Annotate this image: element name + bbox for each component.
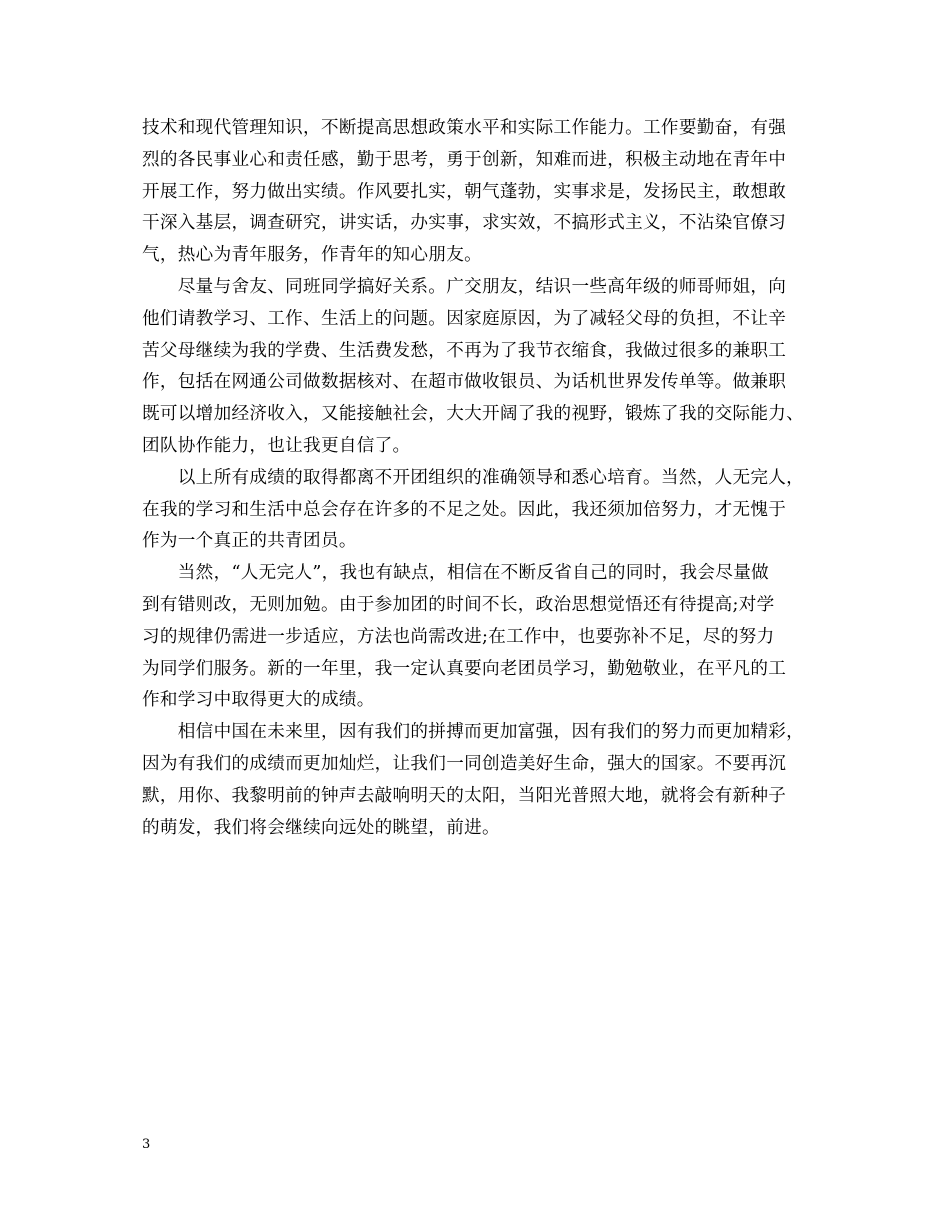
body-text	[142, 113, 810, 844]
text-line: 他们请教学习、工作、生活上的问题。因家庭原因，为了减轻父母的负担，不让辛	[142, 308, 787, 329]
text-line: 相信中国在未来里，因有我们的拼搏而更加富强，因有我们的努力而更加精彩，	[142, 722, 805, 743]
text-line: 因为有我们的成绩而更加灿烂，让我们一同创造美好生命，强大的国家。不要再沉	[142, 753, 787, 774]
text-line: 在我的学习和生活中总会存在许多的不足之处。因此，我还须加倍努力，才无愧于	[142, 499, 787, 520]
text-line: 尽量与舍友、同班同学搞好关系。广交朋友，结识一些高年级的师哥师姐，向	[142, 276, 787, 297]
page-number: 3	[142, 1137, 151, 1152]
text-line: 烈的各民事业心和责任感，勤于思考，勇于创新，知难而进，积极主动地在青年中	[142, 149, 787, 170]
text-line: 作为一个真正的共青团员。	[142, 531, 357, 552]
text-line: 开展工作，努力做出实绩。作风要扎实，朝气蓬勃，实事求是，发扬民主，敢想敢	[142, 181, 787, 202]
text-line: 作和学习中取得更大的成绩。	[142, 690, 375, 711]
text-line: 为同学们服务。新的一年里，我一定认真要向老团员学习，勤勉敬业，在平凡的工	[142, 658, 787, 679]
text-line: 干深入基层，调查研究，讲实话，办实事，求实效，不搞形式主义，不沾染官僚习	[142, 213, 787, 234]
text-line: 默，用你、我黎明前的钟声去敲响明天的太阳，当阳光普照大地，就将会有新种子	[142, 785, 787, 806]
text-line: 既可以增加经济收入，又能接触社会，大大开阔了我的视野，锻炼了我的交际能力、	[142, 404, 805, 425]
text-line: 习的规律仍需进一步适应，方法也尚需改进;在工作中，也要弥补不足，尽的努力	[142, 626, 775, 647]
text-line: 以上所有成绩的取得都离不开团组织的准确领导和悉心培育。当然，人无完人，	[142, 467, 805, 488]
text-line: 当然，“人无完人”，我也有缺点，相信在不断反省自己的同时，我会尽量做	[142, 563, 769, 584]
text-line: 的萌发，我们将会继续向远处的眺望，前进。	[142, 817, 500, 838]
text-line: 团队协作能力，也让我更自信了。	[142, 435, 411, 456]
text-line: 作，包括在网通公司做数据核对、在超市做收银员、为话机世界发传单等。做兼职	[142, 372, 787, 393]
text-line: 气，热心为青年服务，作青年的知心朋友。	[142, 245, 482, 266]
text-line: 技术和现代管理知识，不断提高思想政策水平和实际工作能力。工作要勤奋，有强	[142, 118, 787, 138]
text-line: 苦父母继续为我的学费、生活费发愁，不再为了我节衣缩食，我做过很多的兼职工	[142, 340, 787, 361]
text-line: 到有错则改，无则加勉。由于参加团的时间不长，政治思想觉悟还有待提高;对学	[142, 594, 775, 615]
